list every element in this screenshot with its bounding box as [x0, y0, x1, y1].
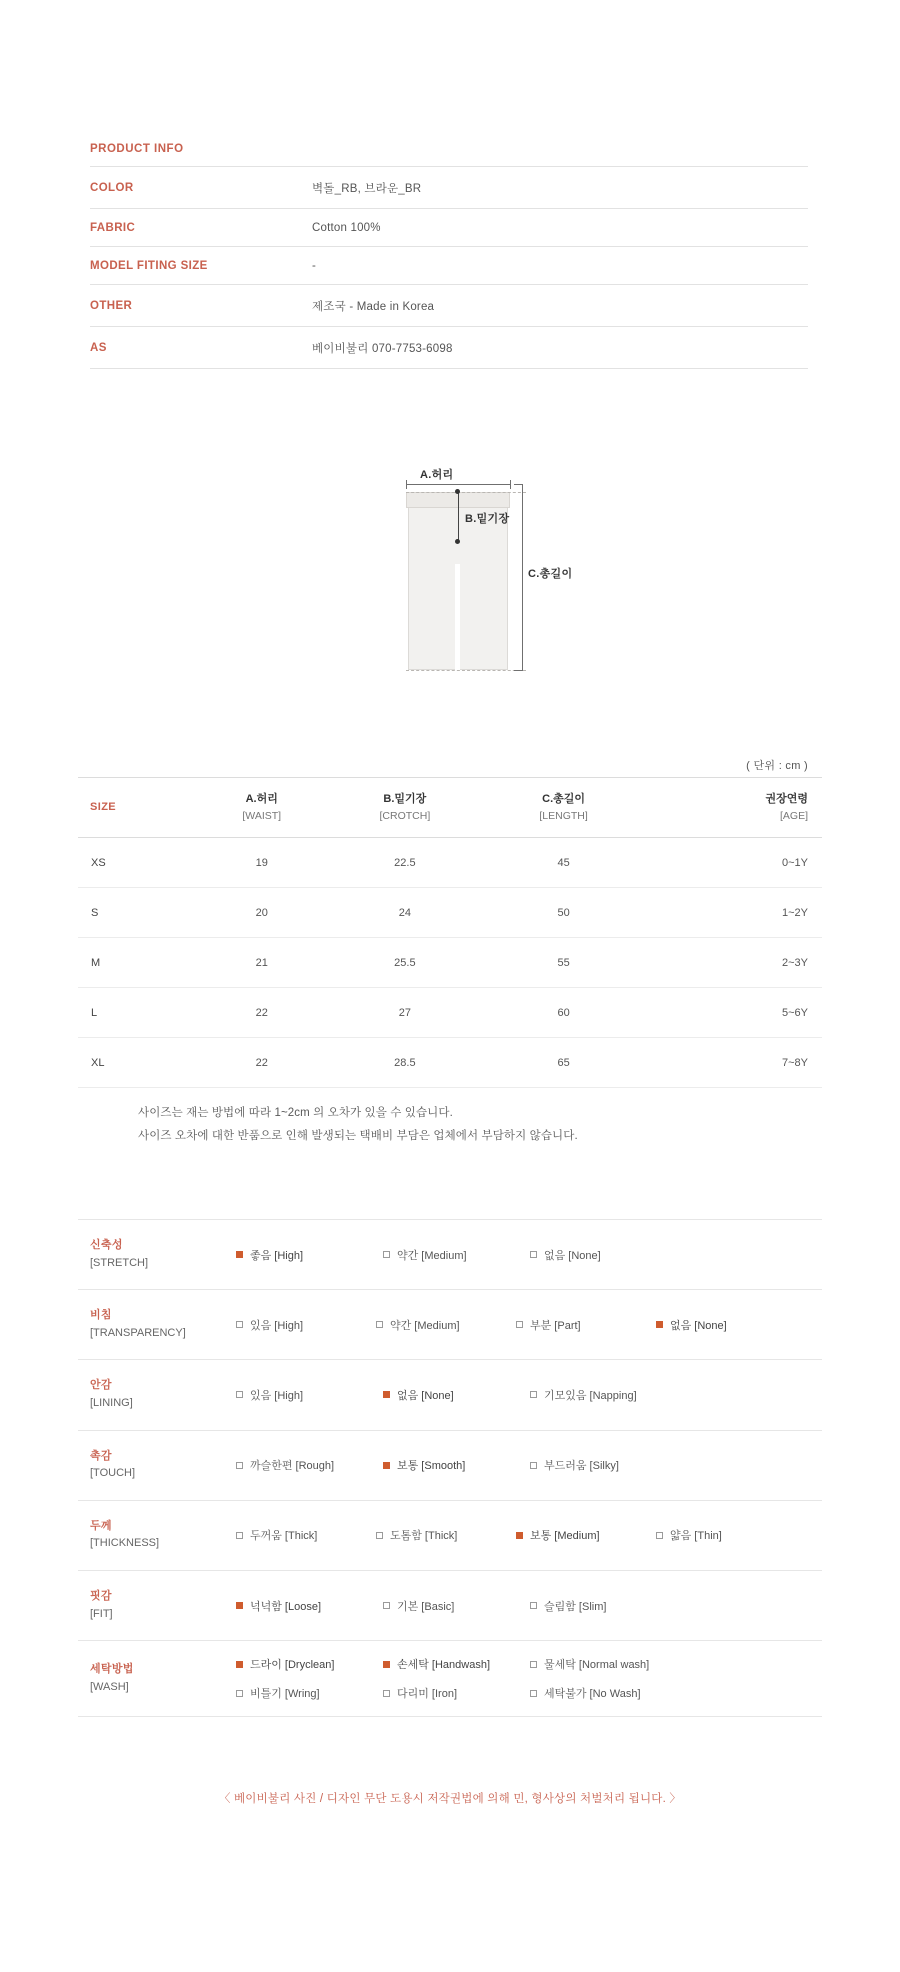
attribute-option[interactable] — [530, 1387, 661, 1403]
size-table-header-cell — [641, 778, 822, 838]
attribute-option-row — [236, 1685, 822, 1701]
attribute-option-label: 없음 [None] — [397, 1389, 454, 1402]
attribute-option-label: 손세탁 [Handwash] — [397, 1659, 491, 1672]
waist-dimension-label: A.허리 — [420, 469, 454, 481]
attribute-option[interactable] — [530, 1247, 661, 1263]
product-info-table — [90, 166, 808, 369]
product-info-row — [90, 209, 808, 247]
size-table-cell-age: 7~8Y — [641, 1038, 822, 1088]
checkbox-empty-icon[interactable] — [530, 1690, 537, 1697]
size-table-cell-length: 65 — [486, 1038, 641, 1088]
header-label-kr: SIZE — [90, 801, 117, 814]
attribute-option-row — [236, 1457, 822, 1473]
attribute-option[interactable] — [656, 1527, 780, 1543]
size-notice-line-1: 사이즈는 재는 방법에 따라 1~2cm 의 오차가 있을 수 있습니다. — [138, 1107, 453, 1119]
attribute-name-kr: 세탁방법 — [90, 1663, 134, 1676]
attribute-option-label: 없음 [None] — [670, 1319, 727, 1332]
product-info-value: 벽돌_RB, 브라운_BR — [312, 167, 808, 209]
attribute-option-label: 없음 [None] — [544, 1249, 601, 1262]
fabric-attributes-section — [78, 1219, 822, 1717]
attribute-options — [236, 1360, 822, 1430]
attribute-name-kr: 두께 — [90, 1519, 112, 1532]
product-info-label: OTHER — [90, 285, 312, 327]
attribute-option-label: 도톰함 [Thick] — [390, 1530, 458, 1543]
attribute-option-row — [236, 1387, 822, 1403]
checkbox-checked-icon[interactable] — [383, 1661, 390, 1668]
size-table-cell-size: XS — [78, 838, 200, 888]
attribute-option[interactable] — [376, 1317, 500, 1333]
header-label-kr: B.밑기장 — [383, 793, 427, 805]
checkbox-empty-icon[interactable] — [383, 1690, 390, 1697]
size-measurement-diagram — [380, 469, 573, 690]
attribute-options — [236, 1570, 822, 1640]
size-table-cell-length: 45 — [486, 838, 641, 888]
size-table-cell-size: L — [78, 988, 200, 1038]
checkbox-checked-icon[interactable] — [656, 1321, 663, 1328]
size-table-row — [78, 1038, 822, 1088]
attribute-name-en: [LINING] — [90, 1396, 133, 1409]
checkbox-empty-icon[interactable] — [376, 1321, 383, 1328]
attribute-name — [78, 1220, 236, 1290]
product-info-label: FABRIC — [90, 209, 312, 247]
attribute-name — [78, 1290, 236, 1360]
attribute-name-kr: 신축성 — [90, 1239, 123, 1251]
size-table-header-cell — [324, 778, 486, 838]
size-table-cell-age: 0~1Y — [641, 838, 822, 888]
attribute-option[interactable] — [383, 1685, 514, 1701]
attribute-option[interactable] — [236, 1317, 360, 1333]
attribute-options — [236, 1220, 822, 1290]
guide-line-top — [406, 492, 526, 493]
attribute-option-label: 두꺼움 [Thick] — [250, 1530, 318, 1543]
attribute-row — [78, 1220, 822, 1290]
checkbox-empty-icon[interactable] — [376, 1532, 383, 1539]
attribute-option[interactable] — [383, 1656, 514, 1672]
attribute-option-row — [236, 1527, 822, 1543]
attribute-option-label: 슬림함 [Slim] — [544, 1600, 607, 1613]
checkbox-checked-icon[interactable] — [383, 1391, 390, 1398]
attribute-option-label: 세탁불가 [No Wash] — [544, 1688, 641, 1701]
attribute-row — [78, 1570, 822, 1640]
size-table-cell-age: 5~6Y — [641, 988, 822, 1038]
size-table-row — [78, 938, 822, 988]
product-info-row — [90, 167, 808, 209]
product-info-label: COLOR — [90, 167, 312, 209]
size-table-cell-age: 1~2Y — [641, 888, 822, 938]
fabric-attributes-table — [78, 1219, 822, 1717]
size-table-cell-length: 55 — [486, 938, 641, 988]
product-info-value: 제조국 - Made in Korea — [312, 285, 808, 327]
checkbox-empty-icon[interactable] — [530, 1251, 537, 1258]
attribute-option-label: 좋음 [High] — [250, 1249, 304, 1262]
copyright-notice: 〈 베이비불리 사진 / 디자인 무단 도용시 저작권법에 의해 민, 형사상의 처벌처리 됩니다. 〉 — [218, 1793, 682, 1805]
product-info-value: 베이비불리 070-7753-6098 — [312, 327, 808, 369]
attribute-option[interactable] — [383, 1598, 514, 1614]
header-label-kr: C.총길이 — [542, 793, 586, 805]
checkbox-empty-icon[interactable] — [383, 1251, 390, 1258]
attribute-name-en: [THICKNESS] — [90, 1537, 160, 1550]
header-label-en: [AGE] — [779, 810, 808, 823]
attribute-option-row — [236, 1598, 822, 1614]
attribute-option[interactable] — [236, 1656, 367, 1672]
attribute-name-en: [WASH] — [90, 1680, 129, 1693]
size-table-header-cell — [78, 778, 200, 838]
size-table-cell-waist: 22 — [200, 1038, 324, 1088]
checkbox-empty-icon[interactable] — [236, 1462, 243, 1469]
checkbox-checked-icon[interactable] — [516, 1532, 523, 1539]
product-info-value: Cotton 100% — [312, 209, 808, 247]
size-table-section — [78, 777, 822, 1088]
attribute-option-label: 다리미 [Iron] — [397, 1688, 458, 1701]
attribute-option[interactable] — [236, 1457, 367, 1473]
attribute-option[interactable] — [236, 1387, 367, 1403]
attribute-option[interactable] — [236, 1685, 367, 1701]
attribute-options — [236, 1290, 822, 1360]
product-info-row — [90, 327, 808, 369]
attribute-option-row — [236, 1247, 822, 1263]
size-notice — [138, 1102, 578, 1148]
attribute-option-label: 넉넉함 [Loose] — [250, 1600, 322, 1613]
size-table-header-cell — [486, 778, 641, 838]
attribute-option-label: 드라이 [Dryclean] — [250, 1659, 335, 1672]
attribute-option-label: 비틀기 [Wring] — [250, 1688, 320, 1701]
size-table-cell-waist: 22 — [200, 988, 324, 1038]
attribute-option-label: 약간 [Medium] — [397, 1249, 467, 1262]
product-info-label: AS — [90, 327, 312, 369]
product-info-section — [90, 143, 808, 369]
checkbox-empty-icon[interactable] — [530, 1391, 537, 1398]
checkbox-empty-icon[interactable] — [530, 1602, 537, 1609]
attribute-name-kr: 비침 — [90, 1309, 112, 1322]
product-info-label: MODEL FITING SIZE — [90, 247, 312, 285]
attribute-name-kr: 핏감 — [90, 1589, 112, 1602]
length-tick-bottom — [514, 670, 523, 671]
checkbox-checked-icon[interactable] — [236, 1251, 243, 1258]
size-table-cell-size: S — [78, 888, 200, 938]
waist-tick-right — [510, 480, 511, 489]
size-table-cell-crotch: 27 — [324, 988, 486, 1038]
size-table-cell-age: 2~3Y — [641, 938, 822, 988]
size-table-row — [78, 988, 822, 1038]
attribute-name-en: [FIT] — [90, 1607, 113, 1620]
attribute-option-label: 물세탁 [Normal wash] — [544, 1659, 650, 1672]
size-table-cell-size: M — [78, 938, 200, 988]
attribute-name — [78, 1641, 236, 1717]
attribute-row — [78, 1290, 822, 1360]
attribute-name — [78, 1360, 236, 1430]
attribute-name — [78, 1570, 236, 1640]
attribute-option[interactable] — [383, 1387, 514, 1403]
crotch-dimension-line — [458, 492, 459, 542]
attribute-option-label: 부드러움 [Silky] — [544, 1460, 619, 1473]
attribute-name — [78, 1500, 236, 1570]
attribute-option[interactable] — [530, 1656, 661, 1672]
attribute-option-label: 약간 [Medium] — [390, 1319, 460, 1332]
size-table-header-cell — [200, 778, 324, 838]
attribute-row-wash — [78, 1641, 822, 1717]
attribute-name-kr: 촉감 — [90, 1449, 112, 1462]
checkbox-empty-icon[interactable] — [383, 1602, 390, 1609]
attribute-option[interactable] — [530, 1457, 661, 1473]
checkbox-empty-icon[interactable] — [530, 1462, 537, 1469]
attribute-option[interactable] — [236, 1527, 360, 1543]
product-info-row — [90, 247, 808, 285]
attribute-name — [78, 1430, 236, 1500]
crotch-point-top — [455, 489, 460, 494]
attribute-options — [236, 1500, 822, 1570]
size-table-cell-crotch: 25.5 — [324, 938, 486, 988]
header-label-en: [WAIST] — [242, 810, 282, 823]
waist-dimension-line — [406, 484, 510, 485]
size-table-cell-waist: 21 — [200, 938, 324, 988]
attribute-option-label: 있음 [High] — [250, 1389, 304, 1402]
checkbox-empty-icon[interactable] — [516, 1321, 523, 1328]
header-label-en: [CROTCH] — [379, 810, 431, 823]
attribute-option-label: 까슬한편 [Rough] — [250, 1460, 335, 1473]
size-notice-line-2: 사이즈 오차에 대한 반품으로 인해 발생되는 택배비 부담은 업체에서 부담하지 않습니다. — [138, 1130, 578, 1142]
attribute-option-row — [236, 1317, 822, 1333]
size-table-header-row — [78, 778, 822, 838]
attribute-option-label: 부분 [Part] — [530, 1319, 581, 1332]
attribute-option[interactable] — [530, 1598, 661, 1614]
checkbox-checked-icon[interactable] — [236, 1661, 243, 1668]
size-table-cell-crotch: 24 — [324, 888, 486, 938]
pants-leg-gap — [455, 564, 460, 670]
attribute-option-label: 얇음 [Thin] — [670, 1530, 722, 1543]
length-dimension-label: C.총길이 — [528, 568, 573, 580]
size-table-cell-crotch: 28.5 — [324, 1038, 486, 1088]
size-unit-note: ( 단위 : cm ) — [746, 760, 808, 772]
attribute-option[interactable] — [516, 1527, 640, 1543]
attribute-options — [236, 1641, 822, 1717]
length-tick-top — [514, 484, 523, 485]
attribute-option-label: 기모있음 [Napping] — [544, 1389, 637, 1402]
product-info-row — [90, 285, 808, 327]
attribute-option[interactable] — [516, 1317, 640, 1333]
checkbox-empty-icon[interactable] — [236, 1321, 243, 1328]
checkbox-empty-icon[interactable] — [530, 1661, 537, 1668]
header-label-kr: 권장연령 — [765, 793, 808, 805]
size-table-cell-waist: 20 — [200, 888, 324, 938]
attribute-option-label: 있음 [High] — [250, 1319, 304, 1332]
size-table-cell-size: XL — [78, 1038, 200, 1088]
attribute-options — [236, 1430, 822, 1500]
checkbox-empty-icon[interactable] — [236, 1532, 243, 1539]
length-dimension-line — [522, 484, 523, 670]
size-table-cell-length: 50 — [486, 888, 641, 938]
attribute-option[interactable] — [383, 1457, 514, 1473]
size-table-row — [78, 888, 822, 938]
guide-line-bottom — [406, 670, 526, 671]
attribute-option[interactable] — [376, 1527, 500, 1543]
attribute-option-label: 기본 [Basic] — [397, 1600, 455, 1613]
attribute-name-kr: 안감 — [90, 1379, 112, 1392]
attribute-name-en: [TOUCH] — [90, 1467, 136, 1480]
checkbox-empty-icon[interactable] — [656, 1532, 663, 1539]
waist-tick-left — [406, 480, 407, 489]
checkbox-checked-icon[interactable] — [383, 1462, 390, 1469]
header-label-kr: A.허리 — [245, 793, 278, 805]
size-table-row — [78, 838, 822, 888]
attribute-row — [78, 1430, 822, 1500]
size-table — [78, 777, 822, 1088]
crotch-dimension-label: B.밑기장 — [465, 513, 510, 525]
attribute-option[interactable] — [236, 1598, 367, 1614]
attribute-option[interactable] — [383, 1247, 514, 1263]
attribute-option[interactable] — [236, 1247, 367, 1263]
attribute-row — [78, 1360, 822, 1430]
size-table-cell-length: 60 — [486, 988, 641, 1038]
attribute-name-en: [STRETCH] — [90, 1256, 149, 1269]
attribute-name-en: [TRANSPARENCY] — [90, 1326, 186, 1339]
checkbox-empty-icon[interactable] — [236, 1391, 243, 1398]
checkbox-empty-icon[interactable] — [236, 1690, 243, 1697]
attribute-option-label: 보통 [Smooth] — [397, 1460, 466, 1473]
size-table-cell-waist: 19 — [200, 838, 324, 888]
attribute-option[interactable] — [530, 1685, 661, 1701]
header-label-en: [LENGTH] — [539, 810, 588, 823]
checkbox-checked-icon[interactable] — [236, 1602, 243, 1609]
attribute-option[interactable] — [656, 1317, 780, 1333]
product-info-value: - — [312, 247, 808, 285]
crotch-point-bottom — [455, 539, 460, 544]
product-info-title: PRODUCT INFO — [90, 143, 184, 155]
attribute-option-label: 보통 [Medium] — [530, 1530, 600, 1543]
attribute-option-row — [236, 1656, 822, 1672]
size-table-cell-crotch: 22.5 — [324, 838, 486, 888]
attribute-row — [78, 1500, 822, 1570]
